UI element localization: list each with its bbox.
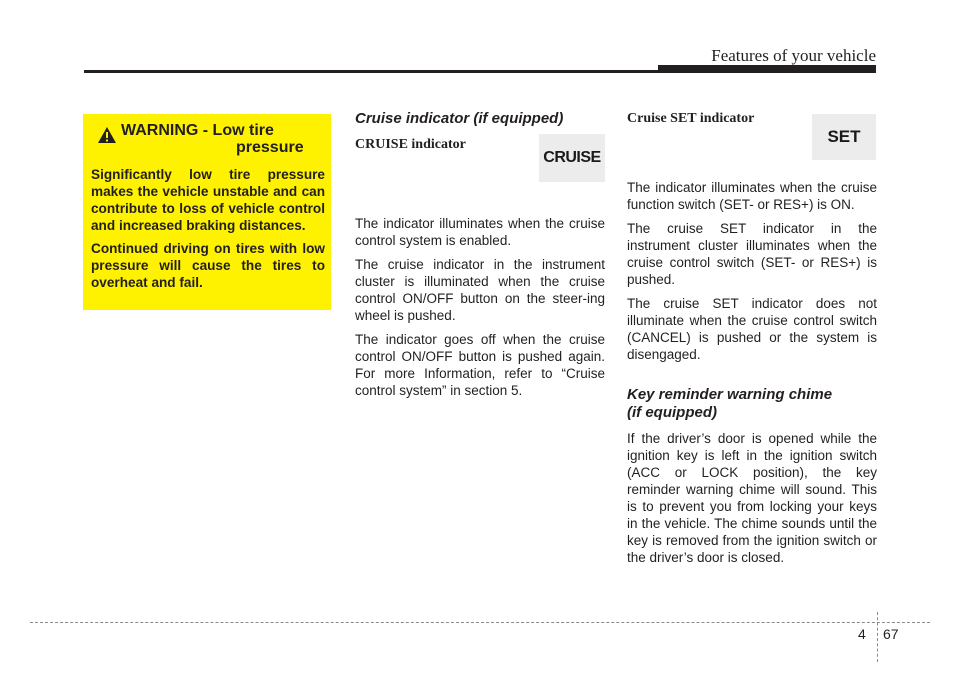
body-paragraph: If the driver’s door is opened while the ignition key is left in the ignition switch (ACC or LOCK position), the key reminder warning chime will sound. This is to prevent you from locking your keys in the vehicle. The chime sounds until the key is removed from the ignition switch or the driver’s door is closed. (627, 431, 877, 565)
warning-title-line2: pressure (236, 139, 304, 156)
header-rule-accent (658, 65, 876, 73)
warning-paragraph: Continued driving on tires with low pressure will cause the tires to overheat and fail. (91, 241, 325, 290)
warning-triangle-icon (97, 126, 117, 144)
chapter-number: 4 (858, 626, 866, 642)
warning-title-line1: WARNING - Low tire (121, 122, 274, 139)
cruise-indicator-subheading: CRUISE indicator (355, 137, 466, 152)
cruise-set-indicator-icon: SET (812, 114, 876, 160)
warning-header (91, 122, 325, 162)
cruise-indicator-icon: CRUISE (539, 134, 605, 182)
body-paragraph: The indicator illuminates when the cruise control system is enabled. (355, 216, 605, 248)
cruise-set-subheading: Cruise SET indicator (627, 111, 755, 126)
page-header-title: Features of your vehicle (711, 46, 876, 65)
cruise-set-section (627, 110, 877, 573)
body-paragraph: The cruise indicator in the instrument cluster is illuminated when the cruise control ON/OFF button on the steer-ing wheel is pushed. (355, 257, 605, 323)
footer-divider (877, 612, 878, 662)
warning-box (83, 114, 331, 310)
body-paragraph: The cruise SET indicator in the instrument cluster illuminates when the cruise control switch (SET- or RES+) is pushed. (627, 221, 877, 287)
section-heading: Cruise indicator (if equipped) (355, 110, 564, 127)
body-paragraph: The indicator illuminates when the cruise function switch (SET- or RES+) is ON. (627, 180, 877, 212)
page-number: 67 (883, 626, 899, 642)
body-paragraph: The cruise SET indicator does not illuminate when the cruise control switch (CANCEL) is pushed or the system is disengaged. (627, 296, 877, 362)
key-reminder-heading-line1: Key reminder warning chime (627, 386, 833, 403)
body-paragraph: The indicator goes off when the cruise control ON/OFF button is pushed again. For more Information, refer to “Cruise control system” in section 5. (355, 332, 605, 398)
key-reminder-heading (627, 386, 877, 422)
warning-paragraph: Significantly low tire pressure makes the vehicle unstable and can contribute to loss of vehicle control and increased braking distances. (91, 167, 325, 233)
key-reminder-heading-line2: (if equipped) (627, 404, 717, 421)
footer-rule (30, 622, 930, 623)
warning-title (121, 122, 304, 156)
